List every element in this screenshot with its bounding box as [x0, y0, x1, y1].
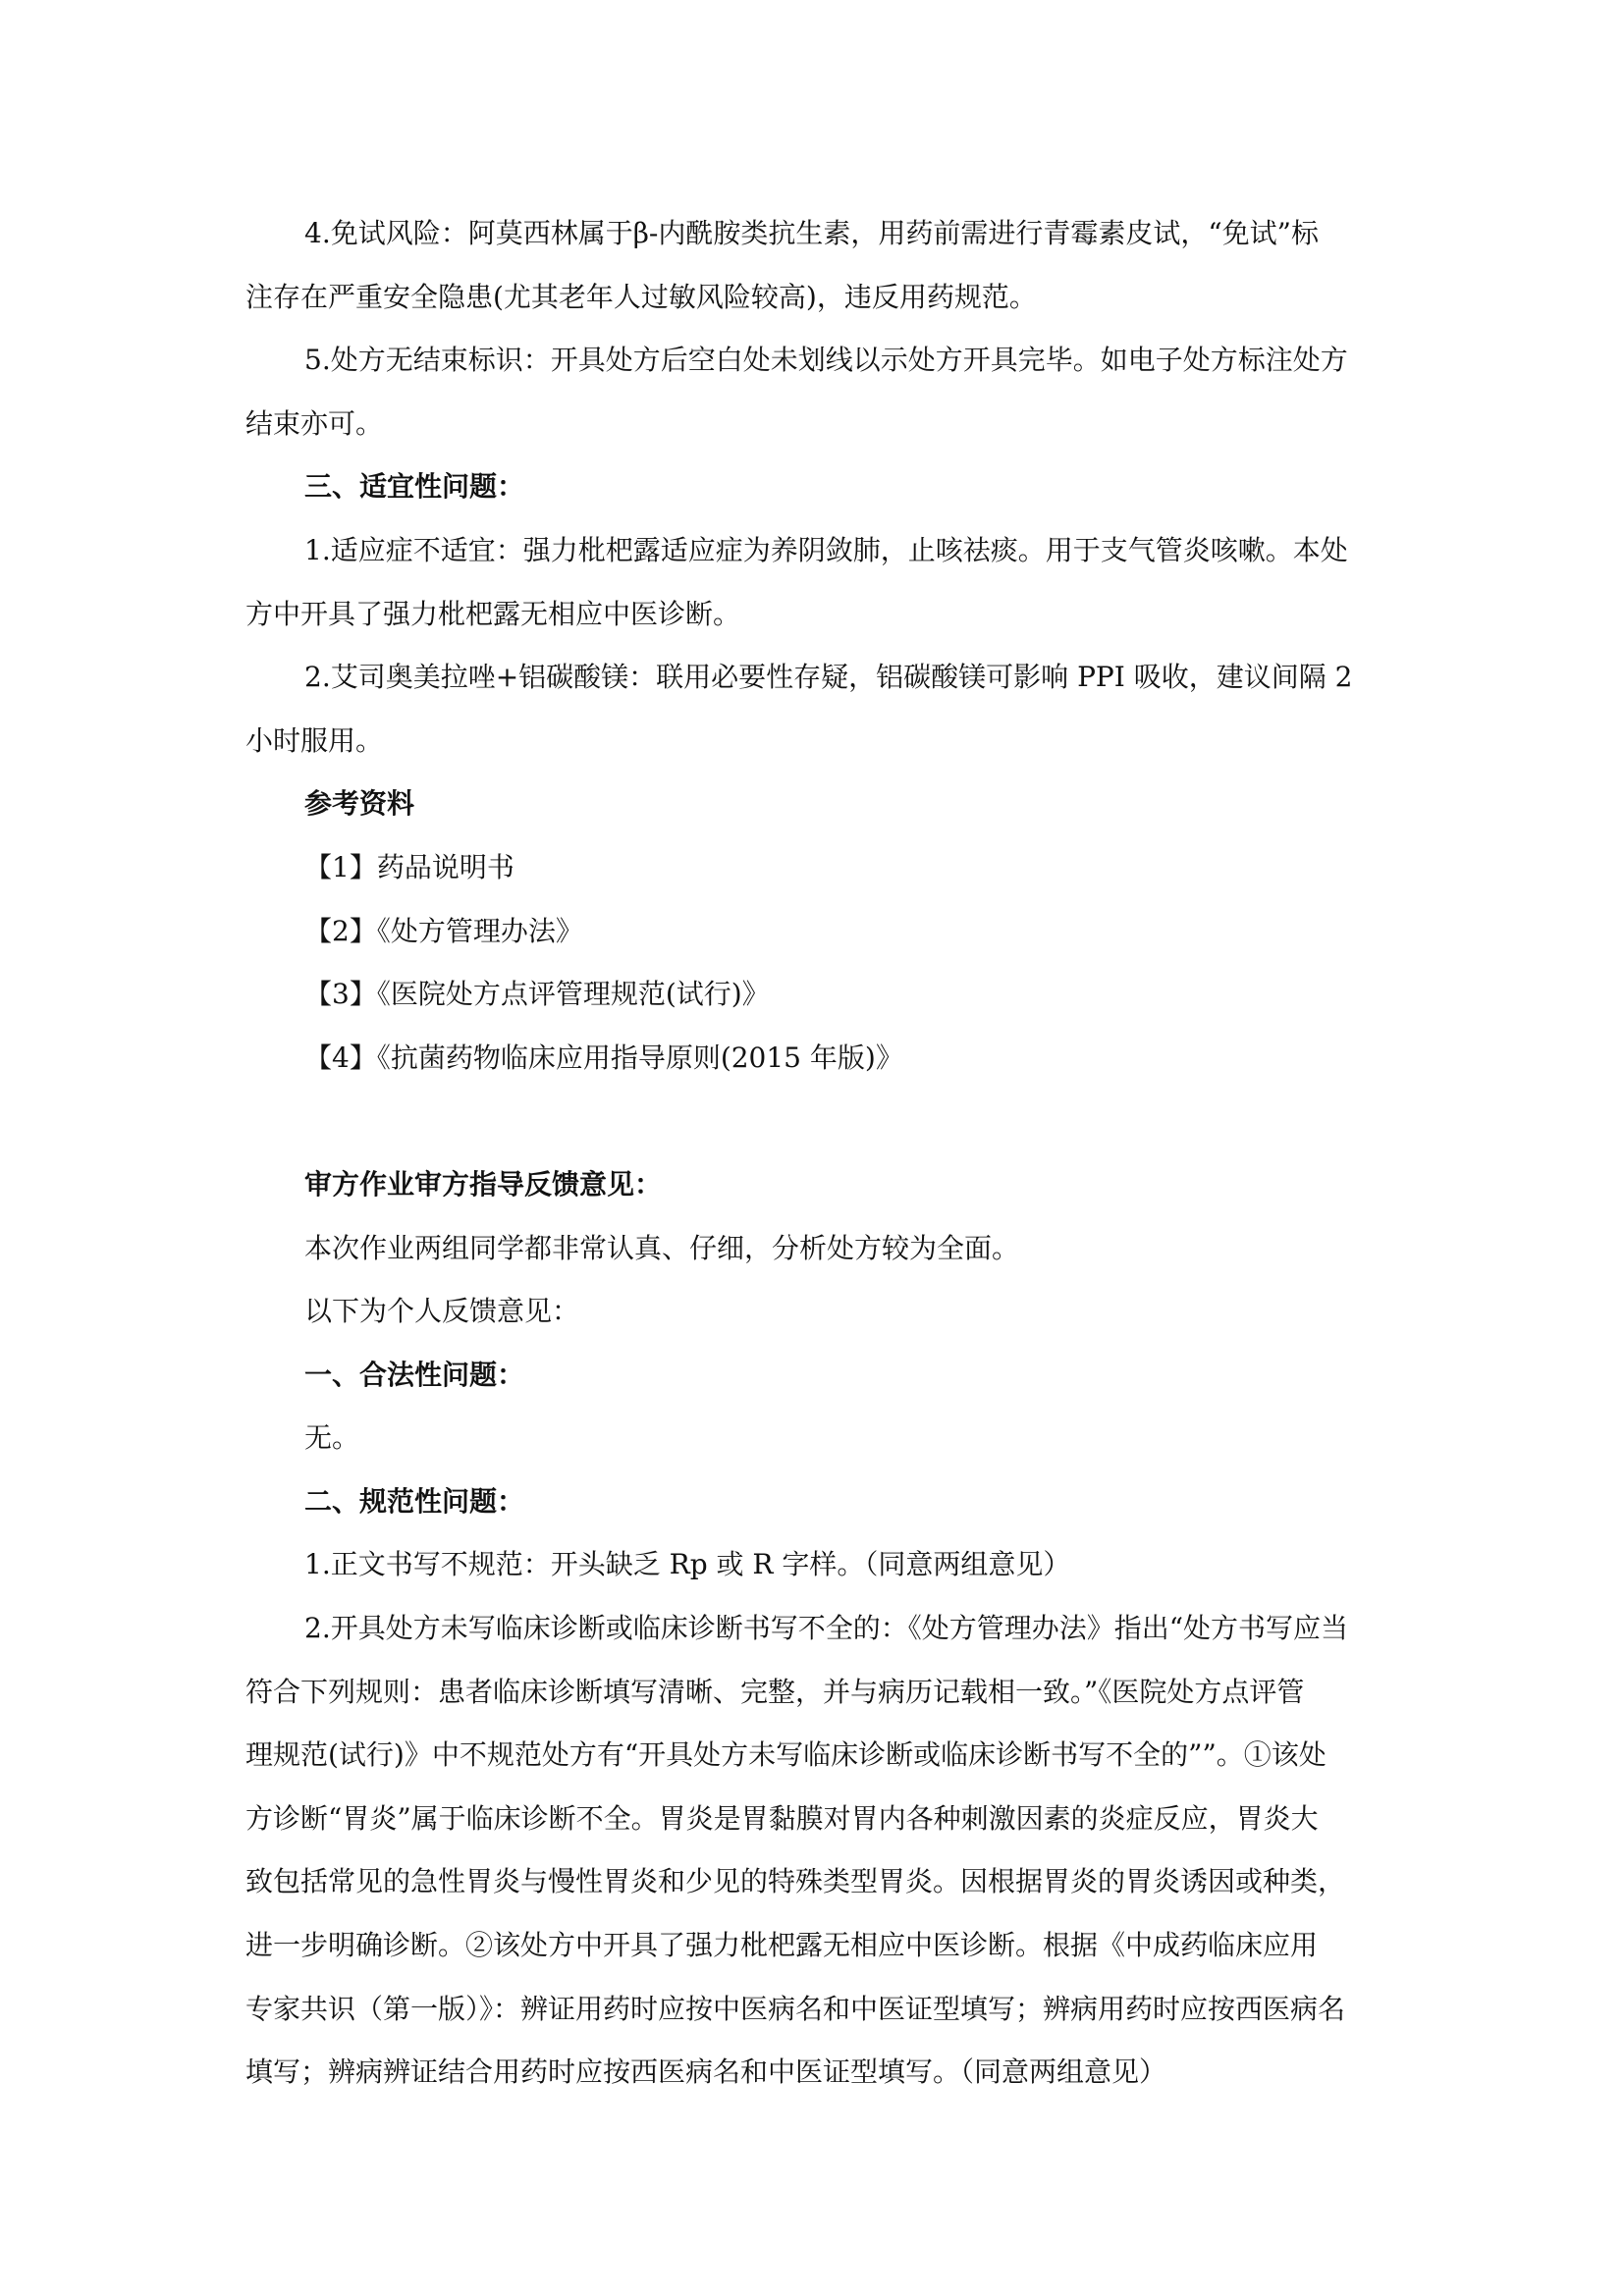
text-line: 进一步明确诊断。②该处方中开具了强力枇杷露无相应中医诊断。根据《中成药临床应用: [245, 1929, 1319, 1962]
text-line: 5.处方无结束标识：开具处方后空白处未划线以示处方开具完毕。如电子处方标注处方: [304, 344, 1348, 377]
text-line: 以下为个人反馈意见：: [304, 1295, 580, 1328]
text-line: 填写；辨病辨证结合用药时应按西医病名和中医证型填写。（同意两组意见）: [245, 2056, 1167, 2089]
text-line: 符合下列规则：患者临床诊断填写清晰、完整，并与病历记载相一致。”《医院处方点评管: [245, 1675, 1305, 1708]
text-line: 本次作业两组同学都非常认真、仔细，分析处方较为全面。: [304, 1231, 1020, 1264]
text-line: 2.开具处方未写临床诊断或临床诊断书写不全的：《处方管理办法》指出“处方书写应当: [304, 1612, 1349, 1645]
text-line: 注存在严重安全隐患(尤其老年人过敏风险较高)，违反用药规范。: [245, 280, 1037, 313]
section-heading: 二、规范性问题：: [304, 1484, 525, 1518]
text-line: 4.免试风险：阿莫西林属于β-内酰胺类抗生素，用药前需进行青霉素皮试，“免试”标: [304, 217, 1319, 249]
text-line: 专家共识（第一版）》：辨证用药时应按中医病名和中医证型填写；辨病用药时应按西医病名: [245, 1992, 1346, 2025]
text-line: 致包括常见的急性胃炎与慢性胃炎和少见的特殊类型胃炎。因根据胃炎的胃炎诱因或种类，: [245, 1865, 1346, 1898]
reference-item: 【3】《医院处方点评管理规范(试行)》: [304, 978, 770, 1011]
text-line: 无。: [304, 1421, 360, 1455]
reference-item: 【1】药品说明书: [304, 850, 514, 883]
text-line: 2.艾司奥美拉唑+铝碳酸镁：联用必要性存疑，铝碳酸镁可影响 PPI 吸收，建议间隔 2: [304, 661, 1353, 694]
text-line: 方中开具了强力枇杷露无相应中医诊断。: [245, 597, 741, 630]
reference-item: 【2】《处方管理办法》: [304, 914, 583, 947]
section-heading: 参考资料: [304, 787, 415, 821]
text-line: 结束亦可。: [245, 406, 384, 440]
text-line: 方诊断“胃炎”属于临床诊断不全。胃炎是胃黏膜对胃内各种刺激因素的炎症反应，胃炎大: [245, 1801, 1319, 1835]
reference-item: 【4】《抗菌药物临床应用指导原则(2015 年版)》: [304, 1041, 903, 1074]
section-heading: 一、合法性问题：: [304, 1358, 525, 1391]
text-line: 理规范(试行)》中不规范处方有“开具处方未写临床诊断或临床诊断书写不全的””。①该处: [245, 1738, 1326, 1772]
blank-gap: [245, 1090, 1384, 1153]
section-heading: 三、适宜性问题：: [304, 470, 525, 504]
text-line: 小时服用。: [245, 723, 384, 757]
text-line: 1.正文书写不规范：开头缺乏 Rp 或 R 字样。（同意两组意见）: [304, 1548, 1071, 1581]
document-body: [245, 202, 1384, 2105]
section-heading: 审方作业审方指导反馈意见：: [304, 1167, 663, 1201]
text-line: 1.适应症不适宜：强力枇杷露适应症为养阴敛肺，止咳祛痰。用于支气管炎咳嗽。本处: [304, 533, 1348, 566]
